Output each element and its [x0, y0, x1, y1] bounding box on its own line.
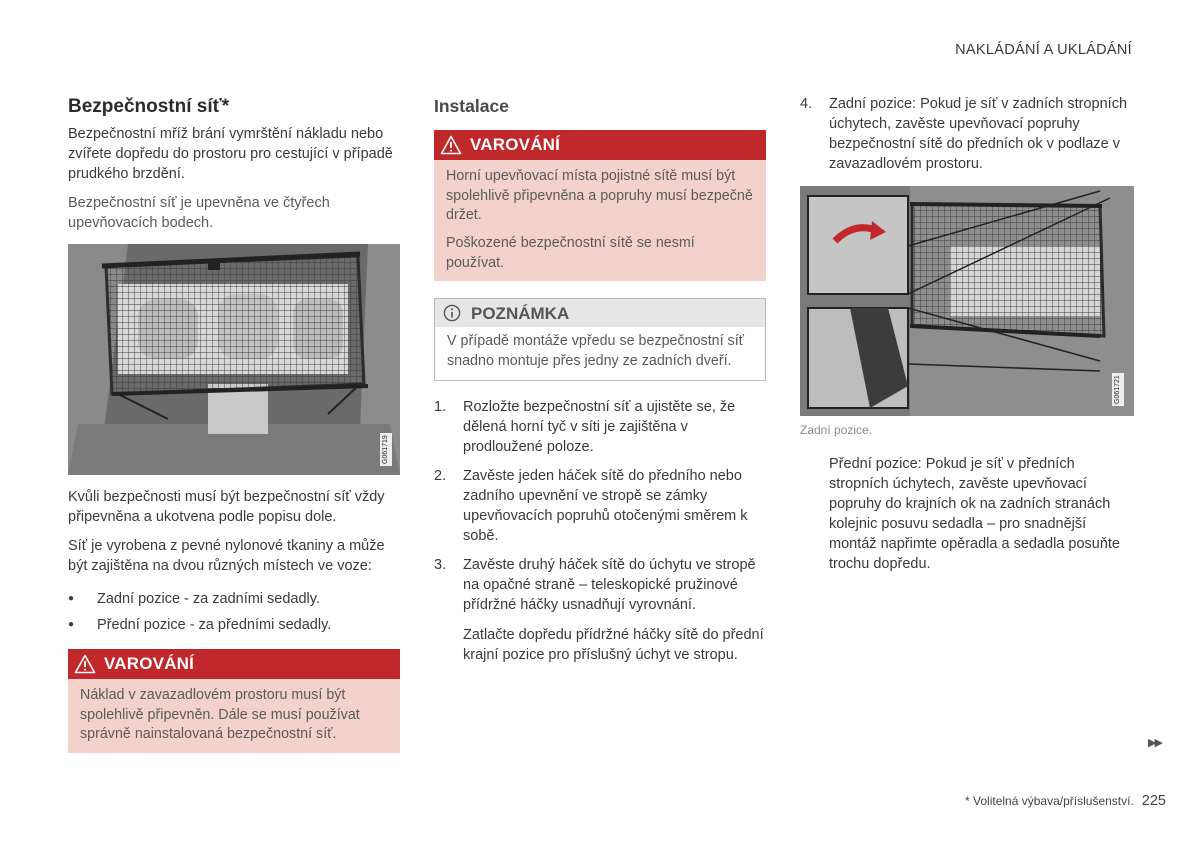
rear-position-illustration — [800, 186, 1134, 416]
note-box — [434, 298, 766, 380]
cargo-net-illustration — [68, 244, 400, 475]
step-text: Zavěste jeden háček sítě do předního nebo zadního upevnění ve stropě se zámky upevňovacích popruhů otočenými směrem k sobě. — [463, 467, 748, 544]
list-item — [434, 466, 766, 546]
page-title: Bezpečnostní síť* — [68, 96, 230, 117]
warning-text: Náklad v zavazadlovém prostoru musí být spolehlivě připevněn. Dále se musí používat správně nainstalovaná bezpečnostní síť. — [80, 687, 360, 743]
column-right — [800, 94, 1134, 574]
warning-text: Horní upevňovací místa pojistné sítě musí být spolehlivě připevněna a popruhy musí bezpečně držet. — [446, 168, 753, 224]
note-text: V případě montáže vpředu se bezpečnostní síť snadno montuje přes jedny ze zadních dveří. — [447, 333, 745, 370]
note-header — [435, 299, 765, 327]
figure-code: G061719 — [380, 433, 392, 466]
material-paragraph: Síť je vyrobena z pevné nylonové tkaniny a může být zajištěna na dvou různých místech ve voze: — [68, 538, 385, 575]
figure-caption: Zadní pozice. — [800, 423, 873, 437]
column-left — [68, 94, 400, 753]
step-number: 4. — [800, 96, 813, 112]
warning-label: VAROVÁNÍ — [104, 654, 195, 674]
list-item — [800, 94, 1134, 174]
warning-text: Poškozené bezpečnostní sítě se nesmí používat. — [446, 235, 695, 271]
step-number: 3. — [434, 556, 447, 573]
front-position-paragraph: Přední pozice: Pokud je síť v předních stropních úchytech, zavěste upevňovací popruhy do krajních ok na zadních stranách kolejnic posuvu sedadla – pro snadnější montáž napřimte opěradla a sedadla posuňte trochu dopředu. — [829, 455, 1120, 572]
safety-paragraph: Kvůli bezpečnosti musí být bezpečnostní síť vždy připevněna a ukotvena podle popisu dole. — [68, 489, 385, 526]
step-number: 1. — [434, 398, 447, 415]
section-heading: Instalace — [434, 96, 509, 116]
section-header: NAKLÁDÁNÍ A UKLÁDÁNÍ — [955, 42, 1132, 58]
warning-label: VAROVÁNÍ — [470, 135, 561, 155]
warning-box — [434, 130, 766, 281]
list-item — [434, 397, 766, 457]
note-body — [435, 327, 765, 379]
step-extra-text: Zatlačte dopředu přídržné háčky sítě do přední krajní pozice pro příslušný úchyt ve stropu. — [463, 626, 764, 663]
warning-header — [434, 130, 766, 160]
list-item: ● Zadní pozice - za zadními sedadly. — [68, 589, 400, 609]
cargo-net-drawing — [68, 244, 400, 475]
continue-icon: ▶▶ — [1148, 737, 1161, 749]
step-text: Rozložte bezpečnostní síť a ujistěte se, že dělená horní tyč v síti je zajištěna v prodloužené poloze. — [463, 398, 736, 455]
installation-steps — [434, 397, 766, 665]
list-item — [434, 555, 766, 665]
step-text: Zadní pozice: Pokud je síť v zadních stropních úchytech, zavěste upevňovací popruhy bezpečnostní sítě do předních ok v podlaze v zavazadlovém prostoru. — [829, 96, 1128, 172]
warning-body — [434, 160, 766, 281]
info-icon — [443, 304, 461, 322]
warning-header — [68, 649, 400, 679]
position-list — [68, 589, 400, 635]
column-middle — [434, 94, 766, 674]
step-number: 2. — [434, 467, 447, 484]
footnote: * Volitelná výbava/příslušenství. — [965, 794, 1134, 808]
page-number: 225 — [1141, 793, 1166, 809]
rear-position-drawing — [800, 186, 1134, 416]
warning-box — [68, 649, 400, 752]
warning-triangle-icon — [74, 654, 96, 674]
page-footer — [900, 791, 1166, 811]
intro-paragraph: Bezpečnostní mříž brání vymrštění nákladu nebo zvířete dopředu do prostoru pro cestující v případě prudkého brzdění. — [68, 126, 393, 183]
installation-steps-continued — [800, 94, 1134, 174]
list-item: ● Přední pozice - za předními sedadly. — [68, 615, 400, 635]
anchor-points-paragraph: Bezpečnostní síť je upevněna ve čtyřech upevňovacích bodech. — [68, 195, 330, 232]
note-label: POZNÁMKA — [471, 303, 570, 323]
step-text: Zavěste druhý háček sítě do úchytu ve stropě na opačné straně – teleskopické pružinové přídržné háčky usnadňují vyrovnání. — [463, 556, 756, 613]
figure-code: G061721 — [1112, 373, 1124, 406]
warning-triangle-icon — [440, 135, 462, 155]
warning-body — [68, 679, 400, 752]
